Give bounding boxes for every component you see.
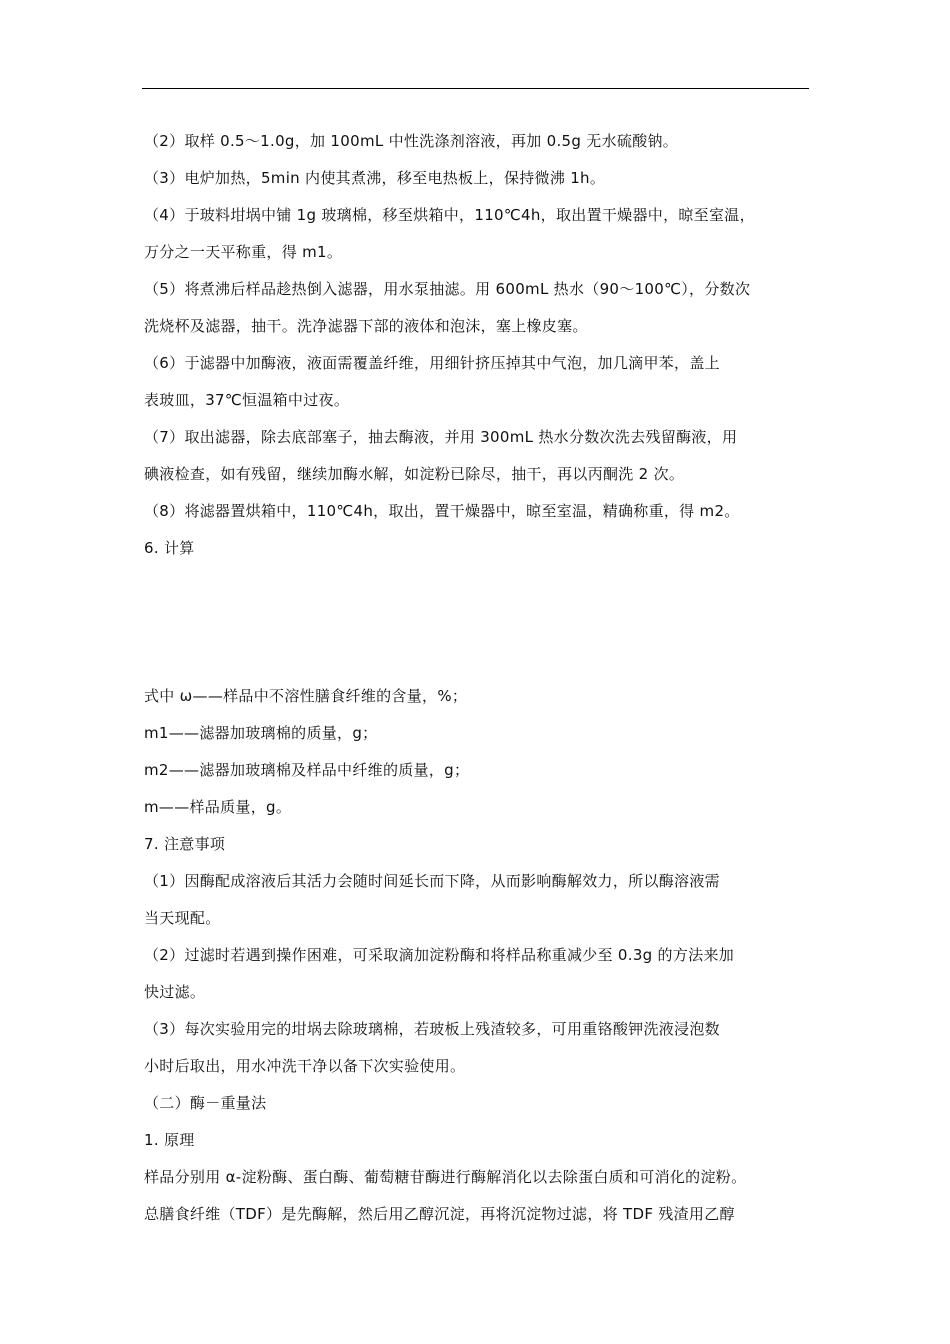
formula-def-omega: 式中 ω——样品中不溶性膳食纤维的含量，%；	[144, 687, 468, 705]
step-5-line-2: 洗烧杯及滤器，抽干。洗净滤器下部的液体和泡沫，塞上橡皮塞。	[144, 317, 588, 335]
section-7-heading: 7. 注意事项	[144, 835, 226, 853]
step-8-line: （8）将滤器置烘箱中，110℃4h，取出，置干燥器中，晾至室温，精确称重，得 m2。	[144, 502, 740, 520]
step-4-line-2: 万分之一天平称重，得 m1。	[144, 243, 343, 261]
header-rule	[142, 88, 809, 89]
step-2-line: （2）取样 0.5～1.0g，加 100mL 中性洗涤剂溶液，再加 0.5g 无水硫酸钠。	[144, 132, 679, 150]
section-6-heading: 6. 计算	[144, 539, 195, 557]
step-3-line: （3）电炉加热，5min 内使其煮沸，移至电热板上，保持微沸 1h。	[144, 169, 606, 187]
step-6-line-2: 表玻皿，37℃恒温箱中过夜。	[144, 391, 350, 409]
subsection-heading: （二）酶－重量法	[144, 1094, 267, 1112]
note-3-line-2: 小时后取出，用水冲洗干净以备下次实验使用。	[144, 1057, 466, 1075]
note-2-line-1: （2）过滤时若遇到操作困难，可采取滴加淀粉酶和将样品称重减少至 0.3g 的方法来加	[144, 946, 735, 964]
formula-def-m2: m2——滤器加玻璃棉及样品中纤维的质量，g；	[144, 761, 470, 779]
formula-def-m1: m1——滤器加玻璃棉的质量，g；	[144, 724, 378, 742]
step-7-line-1: （7）取出滤器，除去底部塞子，抽去酶液，并用 300mL 热水分数次洗去残留酶液，用	[144, 428, 738, 446]
principle-line-1: 样品分别用 α-淀粉酶、蛋白酶、葡萄糖苷酶进行酶解消化以去除蛋白质和可消化的淀粉。	[144, 1168, 747, 1186]
formula-def-m: m——样品质量，g。	[144, 798, 292, 816]
note-1-line-2: 当天现配。	[144, 909, 221, 927]
step-5-line-1: （5）将煮沸后样品趁热倒入滤器，用水泵抽滤。用 600mL 热水（90～100℃），分数次	[144, 280, 751, 298]
principle-heading: 1. 原理	[144, 1131, 195, 1149]
formula-area	[144, 567, 808, 678]
note-2-line-2: 快过滤。	[144, 983, 206, 1001]
step-7-line-2: 碘液检查，如有残留，继续加酶水解，如淀粉已除尽，抽干，再以丙酮洗 2 次。	[144, 465, 685, 483]
note-1-line-1: （1）因酶配成溶液后其活力会随时间延长而下降，从而影响酶解效力，所以酶溶液需	[144, 872, 720, 890]
step-4-line-1: （4）于玻料坩埚中铺 1g 玻璃棉，移至烘箱中，110℃4h，取出置干燥器中，晾至室温，	[144, 206, 755, 224]
principle-line-2: 总膳食纤维（TDF）是先酶解，然后用乙醇沉淀，再将沉淀物过滤，将 TDF 残渣用乙醇	[144, 1205, 735, 1223]
step-6-line-1: （6）于滤器中加酶液，液面需覆盖纤维，用细针挤压掉其中气泡，加几滴甲苯，盖上	[144, 354, 720, 372]
note-3-line-1: （3）每次实验用完的坩埚去除玻璃棉，若玻板上残渣较多，可用重铬酸钾洗液浸泡数	[144, 1020, 720, 1038]
document-body	[144, 123, 808, 1233]
